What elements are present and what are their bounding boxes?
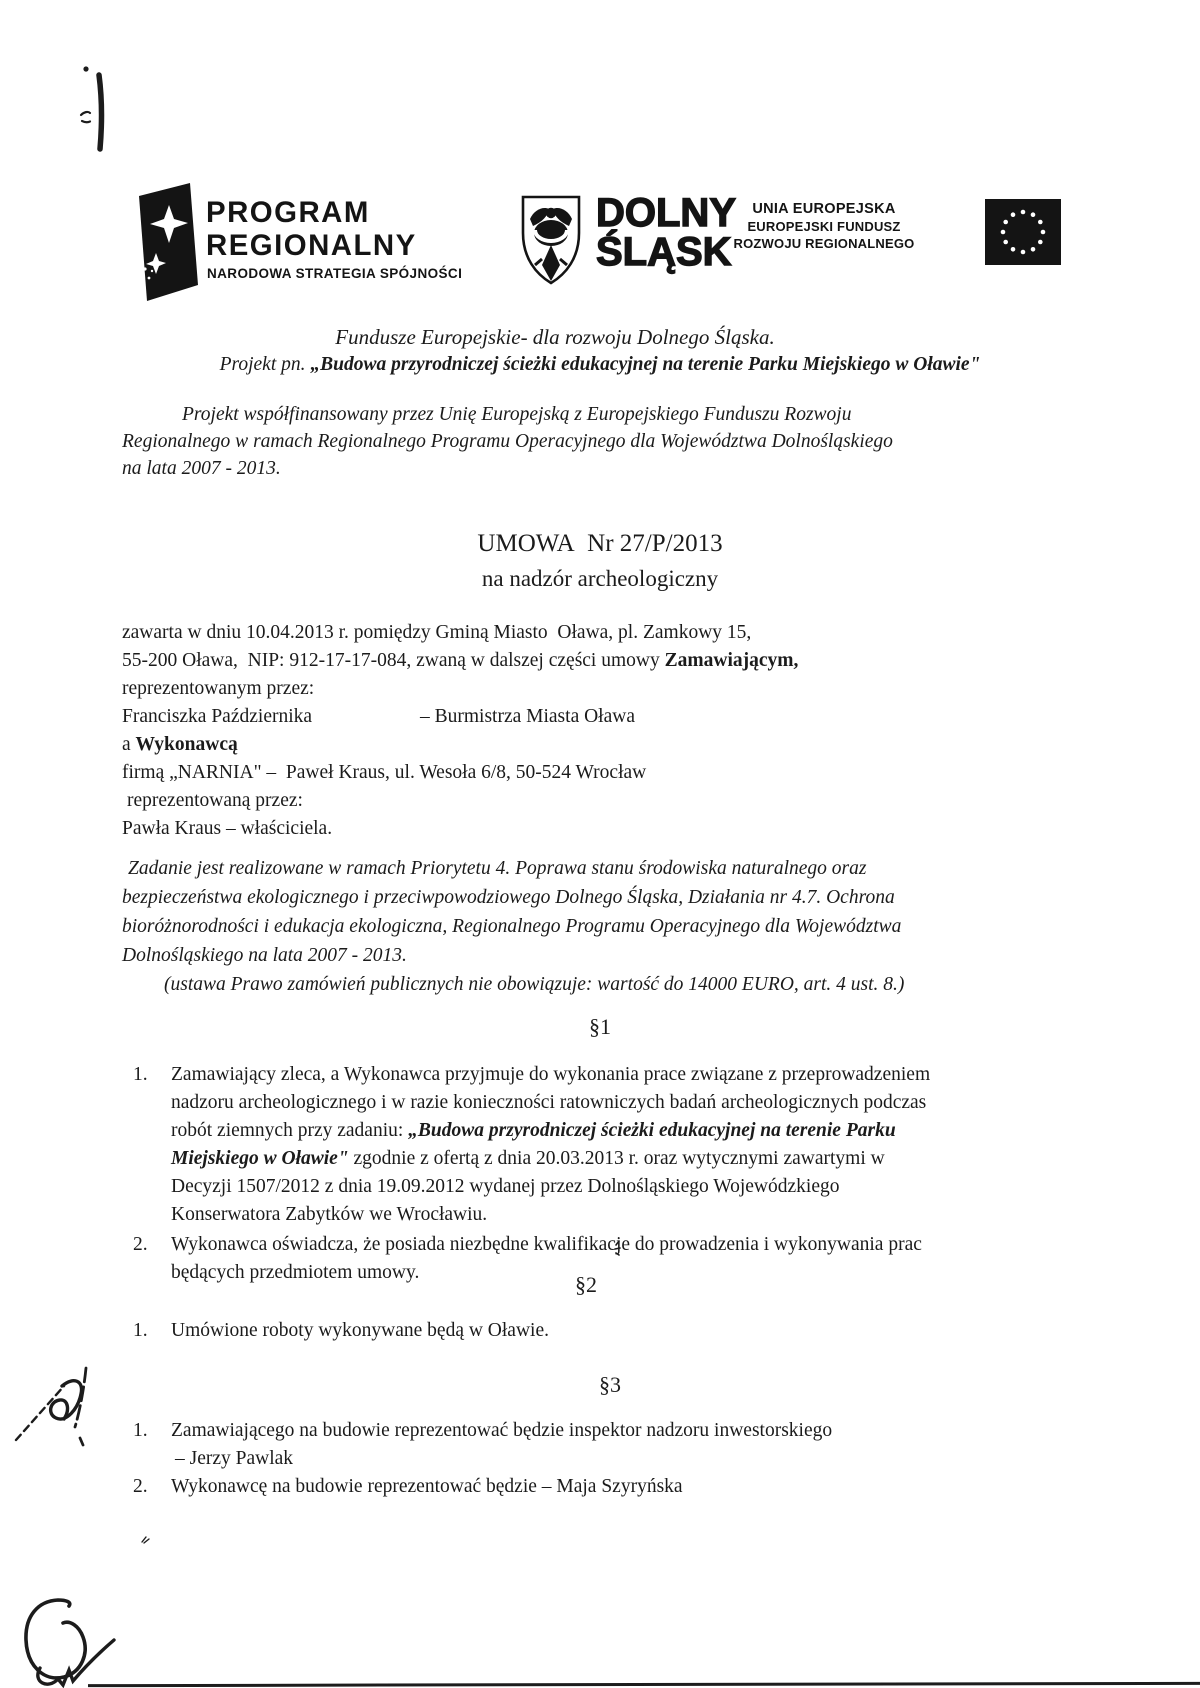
- s2-item1-line: Umówione roboty wykonywane będą w Oławie.: [171, 1320, 549, 1341]
- s1-item2-line2: będących przedmiotem umowy.: [171, 1262, 420, 1283]
- program-line2: REGIONALNY: [206, 229, 417, 262]
- zamawiajacy-label: Zamawiającym,: [664, 650, 799, 671]
- handwritten-paraph-icon: [12, 1348, 98, 1450]
- dolny-slask-line1: DOLNY: [596, 191, 736, 235]
- wykonawca-label: Wykonawcą: [135, 734, 238, 755]
- motto-line: Fundusze Europejskie- dla rozwoju Dolnego Śląska.: [335, 325, 775, 349]
- cofinance-line2: Regionalnego w ramach Regionalnego Programu Operacyjnego dla Województwa Dolnośląskiego: [122, 431, 893, 452]
- s2-item1-number: 1.: [133, 1320, 148, 1341]
- eu-funds-text: [726, 201, 922, 251]
- program-regionalny-flag-icon: [132, 181, 200, 303]
- section-1-heading: §1: [589, 1014, 611, 1039]
- cofinance-line3: na lata 2007 - 2013.: [122, 458, 281, 479]
- dolny-slask-crest-icon: [518, 193, 584, 289]
- program-regionalny-logo-text: [206, 196, 417, 262]
- mayor-title: – Burmistrza Miasta Oława: [420, 706, 635, 727]
- project-prefix: Projekt pn.: [219, 354, 311, 375]
- parties-line1: zawarta w dniu 10.04.2013 r. pomiędzy Gminą Miasto Oława, pl. Zamkowy 15,: [122, 622, 752, 643]
- s1-item1-line3: [171, 1120, 896, 1142]
- dolny-slask-logo-text: [596, 191, 736, 274]
- section-2-heading: §2: [575, 1272, 597, 1297]
- project-name-inline-2: Miejskiego w Oławie": [171, 1148, 349, 1169]
- task-line3: bioróżnorodności i edukacja ekologiczna, Regionalnego Programu Operacyjnego dla Województwa: [122, 916, 902, 937]
- a-prefix: a: [122, 734, 136, 755]
- contract-title: UMOWA Nr 27/P/2013: [477, 530, 723, 557]
- eu-line1: UNIA EUROPEJSKA: [752, 201, 896, 217]
- s1-item1-line1: Zamawiający zleca, a Wykonawca przyjmuje do wykonania prace związane z przeprowadzeniem: [171, 1064, 931, 1085]
- s3-item2-number: 2.: [133, 1476, 148, 1497]
- cofinance-line1: Projekt współfinansowany przez Unię Europejską z Europejskiego Funduszu Rozwoju: [182, 404, 852, 425]
- project-name: „Budowa przyrodniczej ścieżki edukacyjnej na terenie Parku Miejskiego w Oławie": [310, 354, 981, 375]
- s1-item2-line1: Wykonawca oświadcza, że posiada niezbędne kwalifikacje do prowadzenia i wykonywania prac: [171, 1234, 922, 1255]
- parties-line4: [122, 706, 635, 728]
- task-line1: Zadanie jest realizowane w ramach Priorytetu 4. Poprawa stanu środowiska naturalnego oraz: [128, 858, 867, 879]
- program-regionalny-subtitle: NARODOWA STRATEGIA SPÓJNOŚCI: [207, 266, 463, 281]
- eu-flag-icon: [985, 199, 1061, 265]
- eu-line2: EUROPEJSKI FUNDUSZ: [747, 219, 901, 234]
- contractor-line: firmą „NARNIA" – Paweł Kraus, ul. Wesoła 6/8, 50-524 Wrocław: [122, 762, 647, 783]
- parties-line5: [122, 734, 238, 756]
- s3-item1-line1: Zamawiającego na budowie reprezentować będzie inspektor nadzoru inwestorskiego: [171, 1420, 833, 1441]
- handwritten-signature-icon: [14, 1596, 132, 1688]
- ink-speck-small-icon: [140, 1534, 152, 1546]
- contract-subtitle: na nadzór archeologiczny: [481, 566, 719, 591]
- handwritten-mark-icon: [78, 60, 120, 162]
- s1-item1-line4-text: zgodnie z ofertą z dnia 20.03.2013 r. oraz wytycznymi zawartymi w: [348, 1148, 885, 1169]
- parties-line2: [122, 650, 798, 672]
- s1-item1-line3-text: robót ziemnych przy zadaniu:: [171, 1120, 409, 1141]
- parties-line7: reprezentowaną przez:: [127, 790, 303, 811]
- scan-edge-line: [88, 1682, 1200, 1687]
- dolny-slask-line2: ŚLĄSK: [596, 230, 732, 274]
- s1-item2-number: 2.: [133, 1234, 148, 1255]
- s1-item1-line4: [171, 1148, 885, 1170]
- s3-item1-number: 1.: [133, 1420, 148, 1441]
- project-name-inline-1: „Budowa przyrodniczej ścieżki edukacyjnej na terenie Parku: [408, 1120, 896, 1141]
- s3-item2-line: Wykonawcę na budowie reprezentować będzie – Maja Szyryńska: [171, 1476, 683, 1497]
- owner-line: Pawła Kraus – właściciela.: [122, 818, 333, 839]
- project-name-line: [0, 354, 1200, 376]
- s1-item1-line6: Konserwatora Zabytków we Wrocławiu.: [171, 1204, 488, 1225]
- mayor-name: Franciszka Października: [122, 706, 313, 727]
- ink-speck-icon: [612, 1240, 624, 1258]
- eu-line3: ROZWOJU REGIONALNEGO: [733, 236, 915, 251]
- task-line4: Dolnośląskiego na lata 2007 - 2013.: [122, 945, 407, 966]
- s1-item1-number: 1.: [133, 1064, 148, 1085]
- section-3-heading: §3: [599, 1372, 621, 1397]
- s1-item1-line5: Decyzji 1507/2012 z dnia 19.09.2012 wydanej przez Dolnośląskiego Wojewódzkiego: [171, 1176, 840, 1197]
- program-line1: PROGRAM: [206, 196, 370, 229]
- task-line2: bezpieczeństwa ekologicznego i przeciwpowodziowego Dolnego Śląska, Działania nr 4.7. Ochrona: [122, 887, 895, 908]
- parties-line3: reprezentowanym przez:: [122, 678, 315, 699]
- s3-item1-line2: – Jerzy Pawlak: [175, 1448, 294, 1469]
- s1-item1-line2: nadzoru archeologicznego i w razie konieczności ratowniczych badań archeologicznych podczas: [171, 1092, 927, 1113]
- parties-line2-text: 55-200 Oława, NIP: 912-17-17-084, zwaną w dalszej części umowy: [122, 650, 665, 671]
- task-law-note: (ustawa Prawo zamówień publicznych nie obowiązuje: wartość do 14000 EURO, art. 4 ust. 8.): [164, 974, 905, 995]
